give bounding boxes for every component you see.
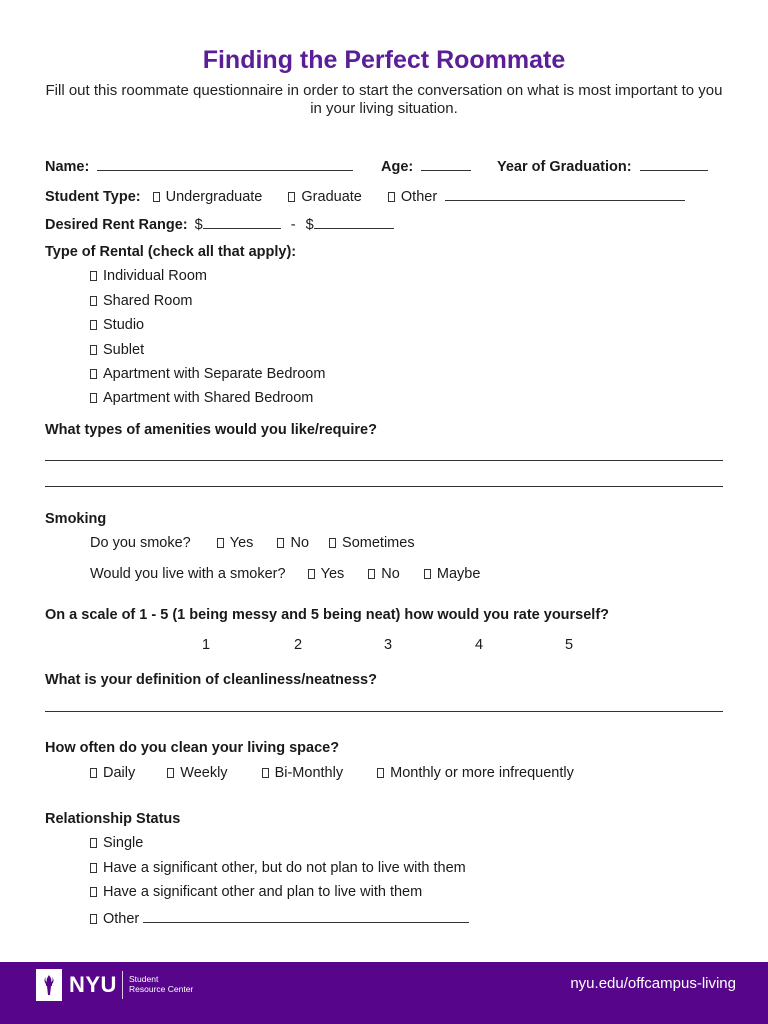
scale-option-4[interactable]: 4 <box>475 637 484 653</box>
checkbox-icon <box>377 768 384 778</box>
cleaning-heading: How often do you clean your living space? <box>45 740 340 756</box>
checkbox-icon <box>90 271 97 281</box>
graduation-field[interactable] <box>640 156 708 171</box>
relationship-other-field[interactable] <box>143 908 469 923</box>
rental-option[interactable]: Apartment with Shared Bedroom <box>90 390 313 406</box>
age-field[interactable] <box>421 156 471 171</box>
checkbox-icon <box>90 887 97 897</box>
cleaning-weekly[interactable]: Weekly <box>167 765 227 781</box>
amenities-heading: What types of amenities would you like/require? <box>45 422 377 438</box>
checkbox-icon <box>90 345 97 355</box>
footer-divider <box>122 971 123 999</box>
scale-option-1[interactable]: 1 <box>202 637 211 653</box>
intro-text: Fill out this roommate questionnaire in order to start the conversation on what is most important to you in your living situation. <box>45 82 723 117</box>
unit-line-2: Resource Center <box>129 984 194 994</box>
student-type-graduate[interactable]: Graduate <box>288 189 361 205</box>
smoke-yes[interactable]: Yes <box>217 535 254 551</box>
checkbox-icon <box>329 538 336 548</box>
live-smoker-no[interactable]: No <box>368 566 400 582</box>
checkbox-icon <box>90 296 97 306</box>
checkbox-icon <box>90 393 97 403</box>
smoke-question-label: Do you smoke? <box>90 535 191 551</box>
cleaning-monthly[interactable]: Monthly or more infrequently <box>377 765 574 781</box>
rent-max-dollar: $ <box>305 217 314 233</box>
smoke-no[interactable]: No <box>277 535 309 551</box>
rent-dash: - <box>290 217 296 233</box>
scale-option-2[interactable]: 2 <box>294 637 303 653</box>
checkbox-icon <box>388 192 395 202</box>
checkbox-icon <box>90 369 97 379</box>
page-title: Finding the Perfect Roommate <box>202 46 566 74</box>
footer-bar <box>0 962 768 1024</box>
checkbox-icon <box>167 768 174 778</box>
smoke-question <box>90 535 415 551</box>
checkbox-icon <box>288 192 295 202</box>
smoke-sometimes[interactable]: Sometimes <box>329 535 415 551</box>
checkbox-icon <box>277 538 284 548</box>
cleaning-daily[interactable]: Daily <box>90 765 135 781</box>
live-with-smoker-label: Would you live with a smoker? <box>90 566 286 582</box>
live-with-smoker-question <box>90 566 480 582</box>
unit-line-1: Student <box>129 974 159 984</box>
checkbox-icon <box>90 863 97 873</box>
relationship-option[interactable]: Have a significant other and plan to live with them <box>90 884 422 900</box>
checkbox-icon <box>262 768 269 778</box>
scale-heading: On a scale of 1 - 5 (1 being messy and 5 being neat) how would you rate yourself? <box>45 607 610 623</box>
live-smoker-yes[interactable]: Yes <box>308 566 345 582</box>
rental-option[interactable]: Individual Room <box>90 268 207 284</box>
nyu-torch-logo <box>36 969 62 1001</box>
rent-min-dollar: $ <box>194 217 203 233</box>
rent-min-field[interactable] <box>203 214 281 229</box>
age-label: Age: <box>381 159 414 175</box>
checkbox-icon <box>90 768 97 778</box>
graduation-label: Year of Graduation: <box>497 159 632 175</box>
rental-option[interactable]: Sublet <box>90 342 144 358</box>
scale-option-3[interactable]: 3 <box>384 637 393 653</box>
checkbox-icon <box>217 538 224 548</box>
age-row <box>381 156 471 175</box>
relationship-option[interactable]: Have a significant other, but do not plan to live with them <box>90 860 466 876</box>
cleaning-bimonthly[interactable]: Bi-Monthly <box>262 765 344 781</box>
student-type-row <box>45 186 685 205</box>
cleaning-options <box>90 765 574 781</box>
checkbox-icon <box>424 569 431 579</box>
rental-heading: Type of Rental (check all that apply): <box>45 244 297 260</box>
name-field[interactable] <box>97 156 353 171</box>
rental-option[interactable]: Apartment with Separate Bedroom <box>90 366 325 382</box>
relationship-heading: Relationship Status <box>45 811 181 827</box>
student-type-other-field[interactable] <box>445 186 685 201</box>
checkbox-icon <box>90 320 97 330</box>
rent-max-field[interactable] <box>314 214 394 229</box>
rental-option[interactable]: Studio <box>90 317 144 333</box>
cleanliness-heading: What is your definition of cleanliness/neatness? <box>45 672 377 688</box>
checkbox-icon <box>308 569 315 579</box>
checkbox-icon <box>368 569 375 579</box>
live-smoker-maybe[interactable]: Maybe <box>424 566 481 582</box>
student-type-other[interactable]: Other <box>388 189 437 205</box>
rent-range-label: Desired Rent Range: <box>45 217 188 233</box>
relationship-option[interactable]: Single <box>90 835 143 851</box>
student-type-label: Student Type: <box>45 189 141 205</box>
checkbox-icon <box>90 838 97 848</box>
graduation-row <box>497 156 708 175</box>
rent-range-row <box>45 214 394 233</box>
student-type-undergraduate[interactable]: Undergraduate <box>153 189 263 205</box>
name-label: Name: <box>45 159 90 175</box>
checkbox-icon <box>90 914 97 924</box>
name-row <box>45 156 353 175</box>
smoking-heading: Smoking <box>45 511 107 527</box>
amenities-answer-line[interactable] <box>45 460 723 461</box>
rental-option[interactable]: Shared Room <box>90 293 192 309</box>
footer-url-link[interactable]: nyu.edu/offcampus-living <box>570 975 736 992</box>
nyu-wordmark: NYU <box>69 972 117 997</box>
checkbox-icon <box>153 192 160 202</box>
amenities-answer-line[interactable] <box>45 486 723 487</box>
student-resource-center-label <box>129 974 193 994</box>
scale-option-5[interactable]: 5 <box>565 637 574 653</box>
relationship-option-other[interactable]: Other <box>90 908 469 927</box>
cleanliness-answer-line[interactable] <box>45 711 723 712</box>
torch-icon <box>43 974 55 996</box>
